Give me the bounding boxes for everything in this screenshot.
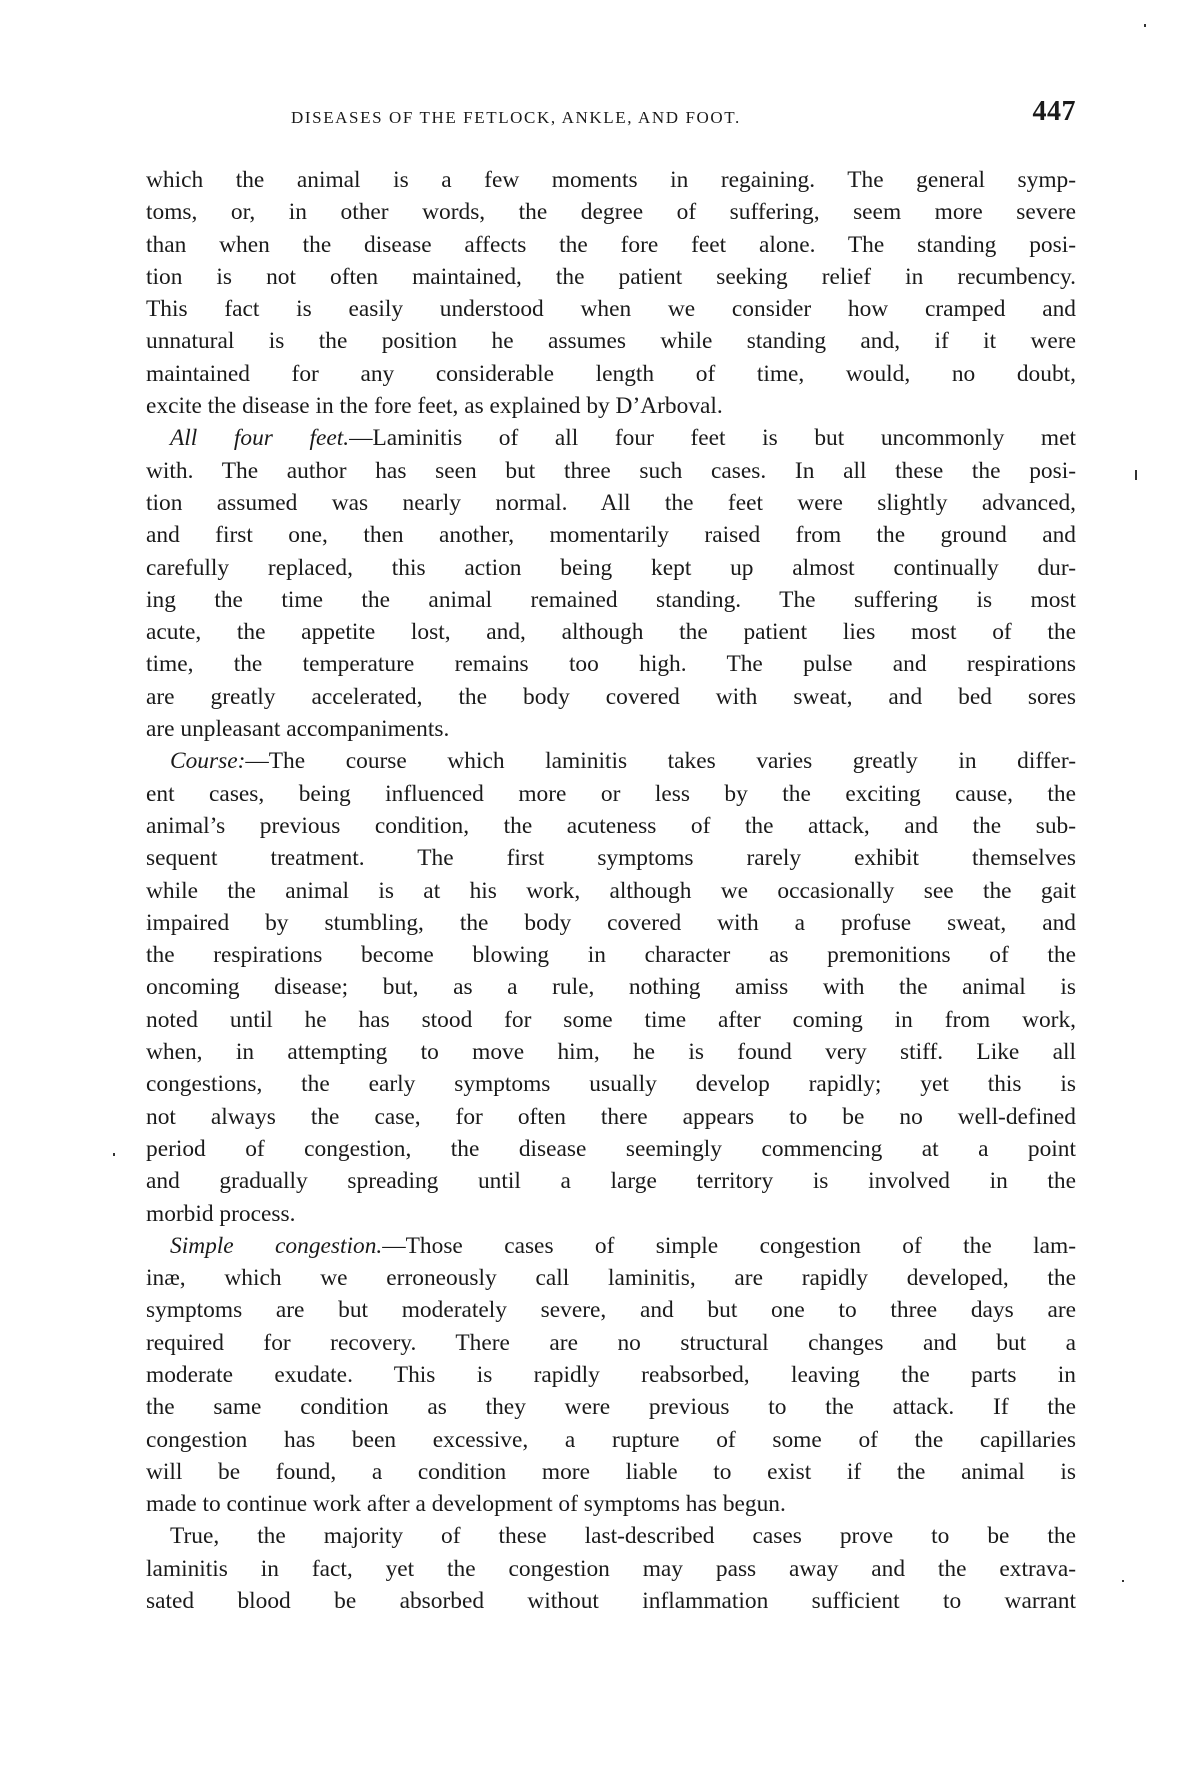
text-line: unnatural is the position he assumes while standing and, if it were xyxy=(146,328,1076,355)
text-line: are unpleasant accompaniments. xyxy=(146,716,450,743)
paragraph-all-four-feet xyxy=(146,422,1076,745)
text-run: —Those cases of simple congestion of the lam- xyxy=(382,1232,1076,1259)
text-line: will be found, a condition more liable to exist if the animal is xyxy=(146,1458,1076,1485)
text-line: with. The author has seen but three such cases. In all these the posi- xyxy=(146,457,1076,484)
text-line: made to continue work after a development of symptoms has begun. xyxy=(146,1491,786,1518)
text-line: required for recovery. There are no structural changes and but a xyxy=(146,1329,1076,1356)
scan-speck xyxy=(1135,470,1137,480)
paragraph-first-line xyxy=(146,422,1076,454)
text-line: sequent treatment. The first symptoms rarely exhibit themselves xyxy=(146,845,1076,872)
text-run: —Laminitis of all four feet is but uncommonly met xyxy=(349,425,1076,452)
text-run: —The course which laminitis takes varies greatly in differ- xyxy=(245,748,1076,775)
section-heading: Course: xyxy=(170,748,246,775)
text-line: symptoms are but moderately severe, and but one to three days are xyxy=(146,1297,1076,1324)
paragraph-first-line: True, the majority of these last-described cases prove to be the xyxy=(170,1523,1076,1550)
text-line: while the animal is at his work, although we occasionally see the gait xyxy=(146,877,1076,904)
text-line: ent cases, being influenced more or less by the exciting cause, the xyxy=(146,780,1076,807)
text-line: congestions, the early symptoms usually develop rapidly; yet this is xyxy=(146,1071,1076,1098)
text-line: toms, or, in other words, the degree of suffering, seem more severe xyxy=(146,199,1076,226)
text-line: and first one, then another, momentarily raised from the ground and xyxy=(146,522,1076,549)
section-heading: All four feet. xyxy=(170,425,350,452)
page-number: 447 xyxy=(1032,96,1076,127)
paragraph-first-line xyxy=(146,1230,1076,1262)
text-line: are greatly accelerated, the body covered with sweat, and bed sores xyxy=(146,683,1076,710)
paragraph-continuation xyxy=(146,164,1076,422)
text-line: than when the disease affects the fore feet alone. The standing posi- xyxy=(146,231,1076,258)
paragraph-true-majority xyxy=(146,1520,1076,1617)
scan-speck xyxy=(1122,1580,1124,1582)
text-line: impaired by stumbling, the body covered with a profuse sweat, and xyxy=(146,909,1076,936)
scan-speck xyxy=(113,1153,115,1156)
text-line: This fact is easily understood when we consider how cramped and xyxy=(146,296,1076,323)
paragraph-course xyxy=(146,745,1076,1229)
page-header xyxy=(146,96,1076,136)
text-line: time, the temperature remains too high. The pulse and respirations xyxy=(146,651,1076,678)
text-line: inæ, which we erroneously call laminitis, are rapidly developed, the xyxy=(146,1265,1076,1292)
scan-speck xyxy=(1144,24,1146,27)
text-line: maintained for any considerable length of time, would, no doubt, xyxy=(146,360,1076,387)
text-line: ing the time the animal remained standing. The suffering is most xyxy=(146,586,1076,613)
text-line: when, in attempting to move him, he is found very stiff. Like all xyxy=(146,1039,1076,1066)
text-line: animal’s previous condition, the acuteness of the attack, and the sub- xyxy=(146,812,1076,839)
text-line: congestion has been excessive, a rupture of some of the capillaries xyxy=(146,1426,1076,1453)
text-line: tion is not often maintained, the patient seeking relief in recumbency. xyxy=(146,263,1076,290)
section-heading: Simple congestion. xyxy=(170,1232,383,1259)
text-line: not always the case, for often there appears to be no well-defined xyxy=(146,1103,1076,1130)
text-line: tion assumed was nearly normal. All the feet were slightly advanced, xyxy=(146,489,1076,516)
paragraph-first-line xyxy=(146,745,1076,777)
text-line: excite the disease in the fore feet, as explained by D’Arboval. xyxy=(146,393,723,420)
text-line: period of congestion, the disease seemingly commencing at a point xyxy=(146,1135,1076,1162)
text-line: oncoming disease; but, as a rule, nothing amiss with the animal is xyxy=(146,974,1076,1001)
text-line: carefully replaced, this action being kept up almost continually dur- xyxy=(146,554,1076,581)
text-line: and gradually spreading until a large territory is involved in the xyxy=(146,1168,1076,1195)
running-head: DISEASES OF THE FETLOCK, ANKLE, AND FOOT. xyxy=(291,108,741,127)
text-line: moderate exudate. This is rapidly reabsorbed, leaving the parts in xyxy=(146,1361,1076,1388)
text-line: acute, the appetite lost, and, although the patient lies most of the xyxy=(146,619,1076,646)
body-text xyxy=(146,164,1076,1617)
text-line: the respirations become blowing in character as premonitions of the xyxy=(146,942,1076,969)
text-line: sated blood be absorbed without inflammation sufficient to warrant xyxy=(146,1588,1076,1615)
text-line: the same condition as they were previous to the attack. If the xyxy=(146,1394,1076,1421)
text-line: which the animal is a few moments in regaining. The general symp- xyxy=(146,167,1076,193)
text-line: laminitis in fact, yet the congestion may pass away and the extrava- xyxy=(146,1555,1076,1582)
text-line: noted until he has stood for some time after coming in from work, xyxy=(146,1006,1076,1033)
text-line: morbid process. xyxy=(146,1200,296,1227)
paragraph-simple-congestion xyxy=(146,1230,1076,1521)
